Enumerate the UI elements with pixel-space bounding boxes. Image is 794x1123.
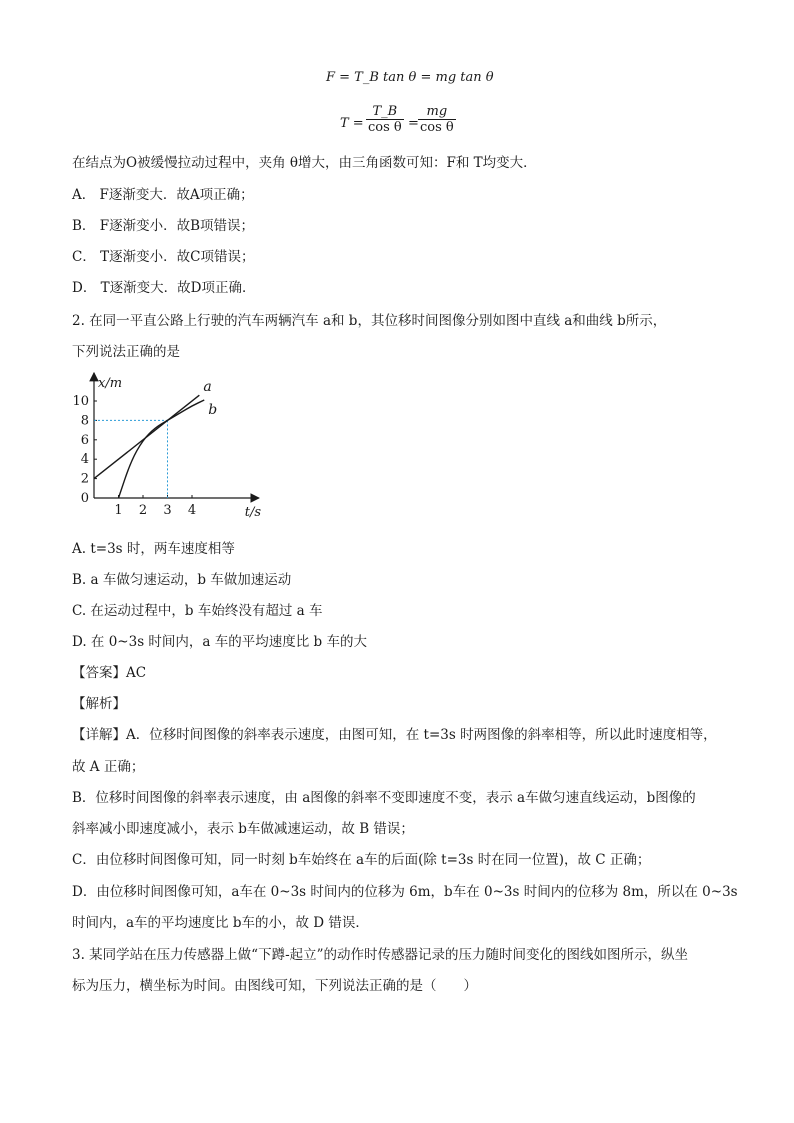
equation-equals: =	[408, 116, 419, 131]
equation-tension-lhs: T =	[340, 116, 364, 131]
y-tick-label-8: 8	[80, 413, 89, 429]
fraction-2-numerator: mg	[418, 104, 456, 120]
q3-stem-line2: 标为压力，横坐标为时间。由图线可知，下列说法正确的是（ ）	[72, 978, 477, 994]
q2-detail-d-line2: 时间内，a车的平均速度比 b车的小，故 D 错误．	[72, 915, 369, 931]
q1-option-c: C． T逐渐变小．故C项错误；	[72, 249, 255, 265]
y-tick-label-10: 10	[72, 394, 89, 409]
q3-stem-line1: 3. 某同学站在压力传感器上做“下蹲-起立”的动作时传感器记录的压力随时间变化的图线如图所示，纵坐	[72, 947, 689, 963]
chart-series	[94, 395, 204, 498]
q2-option-c: C. 在运动过程中，b 车始终没有超过 a 车	[72, 603, 323, 619]
q2-answer: 【答案】AC	[72, 665, 147, 681]
q2-stem-line1: 2. 在同一平直公路上行驶的汽车两辆汽车 a和 b，其位移时间图像分别如图中直线 a和曲线 b所示，	[72, 313, 667, 329]
y-tick-label-6: 6	[80, 432, 89, 448]
q2-option-a: A. t=3s 时，两车速度相等	[72, 541, 235, 557]
x-tick-label-2: 2	[138, 503, 148, 518]
chart-guides	[94, 420, 168, 498]
y-tick-label-2: 2	[80, 471, 89, 487]
q2-detail-d-line1: D．由位移时间图像可知，a车在 0~3s 时间内的位移为 6m，b车在 0~3s 时间内的位移为 8m，所以在 0~3s	[72, 884, 738, 900]
q1-option-d: D． T逐渐变大．故D项正确．	[72, 280, 256, 296]
series-label-a: a	[203, 379, 212, 396]
x-tick-label-4: 4	[187, 503, 197, 518]
x-tick-label-1: 1	[114, 503, 123, 518]
q2-detail-a-line2: 故 A 正确；	[72, 759, 145, 775]
x-tick-label-3: 3	[163, 503, 172, 518]
y-axis-label: x/m	[98, 376, 123, 391]
q2-detail-b-line1: B．位移时间图像的斜率表示速度，由 a图像的斜率不变即速度不变，表示 a车做匀速直线运动，b图像的	[72, 790, 696, 806]
displacement-time-chart	[70, 365, 262, 525]
q2-detail-b-line2: 斜率减小即速度减小，表示 b车做减速运动，故 B 错误；	[72, 821, 414, 837]
chart-axes	[94, 373, 259, 498]
y-tick-label-0: 0	[80, 491, 89, 506]
x-axis-label: t/s	[244, 505, 262, 520]
fraction-1-numerator: T_B	[366, 104, 404, 120]
equation-fraction-2	[418, 104, 456, 135]
q2-analysis-title: 【解析】	[72, 696, 126, 712]
equation-force: F = T_B tan θ = mg tan θ	[326, 70, 494, 85]
fraction-2-denominator: cos θ	[420, 120, 454, 135]
y-tick-label-4: 4	[80, 452, 89, 468]
q1-option-a: A． F逐渐变大．故A项正确；	[72, 187, 254, 203]
q2-option-b: B. a 车做匀速运动，b 车做加速运动	[72, 572, 292, 588]
fraction-1-denominator: cos θ	[368, 120, 402, 135]
q2-detail-c: C．由位移时间图像可知，同一时刻 b车始终在 a车的后面(除 t=3s 时在同一位置)，故 C 正确；	[72, 852, 651, 868]
q2-stem-line2: 下列说法正确的是	[72, 344, 180, 360]
q2-detail-a-line1: 【详解】A．位移时间图像的斜率表示速度，由图可知，在 t=3s 时两图像的斜率相等，所以此时速度相等，	[72, 727, 717, 743]
q2-option-d: D. 在 0~3s 时间内，a 车的平均速度比 b 车的大	[72, 634, 367, 650]
equation-fraction-1	[366, 104, 404, 135]
q1-option-b: B． F逐渐变小．故B项错误；	[72, 218, 254, 234]
q1-conclusion: 在结点为O被缓慢拉动过程中，夹角 θ增大，由三角函数可知：F和 T均变大．	[72, 155, 537, 171]
series-label-b: b	[208, 402, 218, 419]
